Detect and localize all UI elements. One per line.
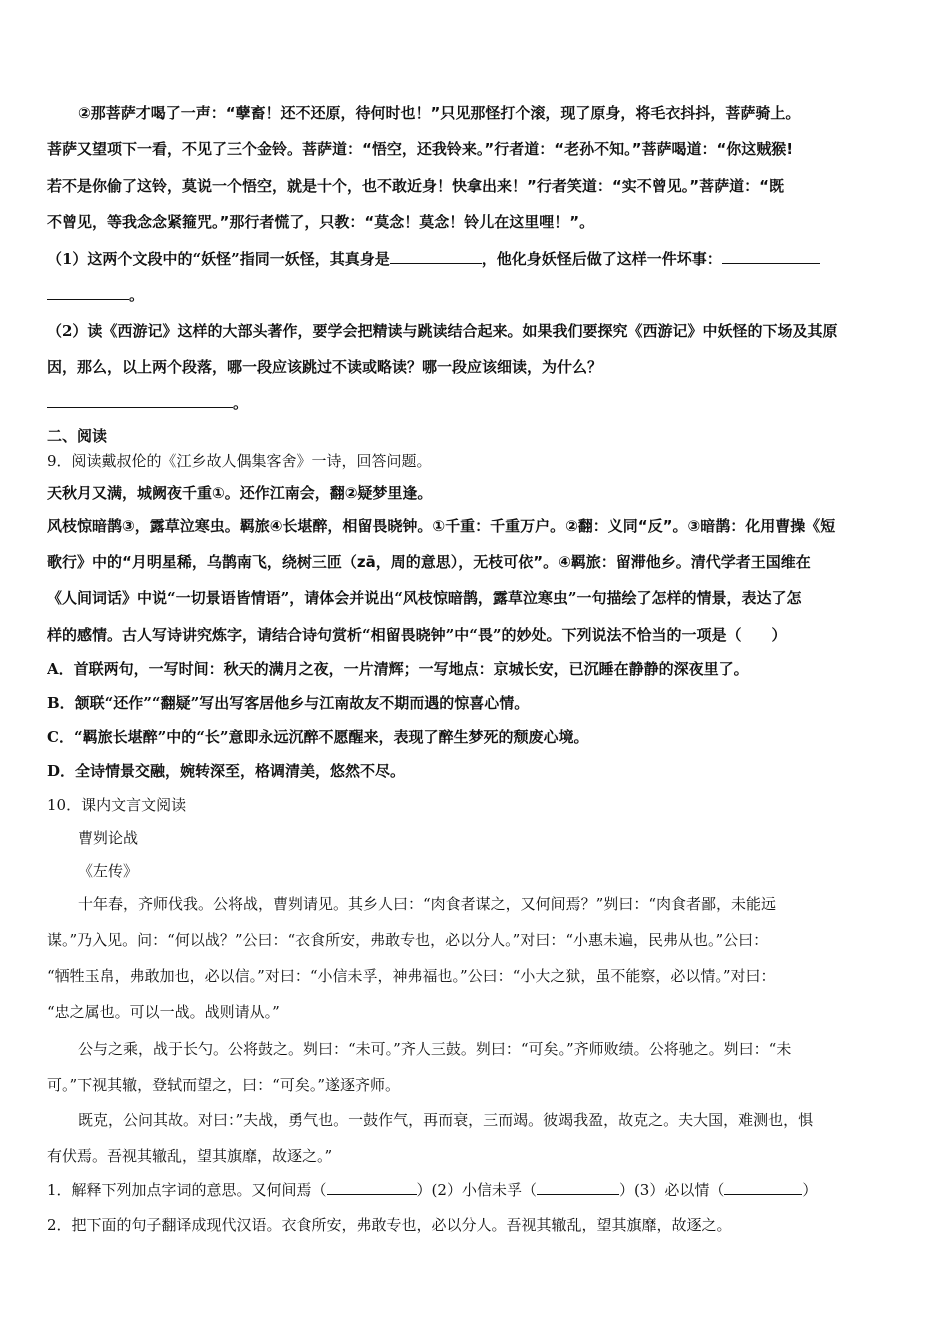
text-paragraph-line: 既克，公问其故。对曰：”夫战，勇气也。一鼓作气，再而衰，三而竭。彼竭我盈，故克之。夫大国，难测也，惧: [78, 1111, 814, 1129]
text-paragraph-line: 谋。”乃入见。问：“何以战？”公曰：“衣食所安，弗敢专也，必以分人。”对曰：“小惠未遍，民弗从也。”公曰：: [47, 931, 769, 949]
question-text: 1．解释下列加点字词的意思。又何间焉（: [47, 1181, 327, 1199]
question-8-1: [47, 248, 909, 270]
text-paragraph-line: “牺牲玉帛，弗敢加也，必以信。”对曰：“小信未孚，神弗福也。”公曰：“小大之狱，虽不能察，必以情。”对曰：: [47, 967, 776, 985]
answer-blank[interactable]: [327, 1180, 417, 1195]
text-paragraph-line: 公与之乘，战于长勺。公将鼓之。刿曰：“未可。”齐人三鼓。刿曰：“可矣。”齐师败绩。公将驰之。刿曰：“未: [78, 1040, 792, 1058]
text-paragraph-line: 有伏焉。吾视其辙乱，望其旗靡，故逐之。”: [47, 1147, 333, 1165]
answer-blank[interactable]: [390, 249, 482, 264]
option-b[interactable]: B．颔联“还作”“翻疑”写出写客居他乡与江南故友不期而遇的惊喜心情。: [47, 694, 530, 712]
answer-blank[interactable]: [722, 249, 820, 264]
question-text: ，他化身妖怪后做了这样一件坏事：: [481, 250, 722, 268]
answer-blank[interactable]: [47, 285, 129, 300]
question-text: （1）这两个文段中的“妖怪”指同一妖怪，其真身是: [47, 250, 390, 268]
text-paragraph-line: “忠之属也。可以一战。战则请从。”: [47, 1003, 280, 1021]
question-text: ）(3）必以情（: [618, 1181, 725, 1199]
text-paragraph-line: 十年春，齐师伐我。公将战，曹刿请见。其乡人曰：“肉食者谋之，又何间焉？”刿曰：“肉食者鄙，未能远: [78, 895, 777, 913]
text-paragraph-line: 可。”下视其辙，登轼而望之，曰：“可矣。”遂逐齐师。: [47, 1076, 401, 1094]
question-text: 。: [233, 394, 249, 412]
question-9-stem: 9．阅读戴叔伦的《江乡故人偶集客舍》一诗，回答问题。: [47, 452, 432, 470]
question-text: 。: [129, 286, 145, 304]
passage-line: ②那菩萨才喝了一声：“孽畜！还不还原，待何时也！”只见那怪打个滚，现了原身，将毛衣抖抖，菩萨骑上。: [78, 104, 801, 122]
question-8-1-continued: [47, 284, 909, 306]
answer-blank[interactable]: [724, 1180, 802, 1195]
question-10-stem: 10．课内文言文阅读: [47, 796, 187, 814]
poem-line: 歌行》中的“月明星稀，乌鹊南飞，绕树三匝（zā，周的意思），无枝可依”。④羁旅：留滞他乡。清代学者王国维在: [47, 553, 811, 571]
question-line: 样的感情。古人写诗讲究炼字，请结合诗句赏析“相留畏晓钟”中“畏”的妙处。下列说法不恰当的一项是（ ）: [47, 626, 787, 644]
option-a[interactable]: A．首联两句，一写时间：秋天的满月之夜，一片清辉；一写地点：京城长安，已沉睡在静静的深夜里了。: [47, 660, 749, 678]
sub-question-1: [47, 1179, 909, 1201]
question-8-2: （2）读《西游记》这样的大部头著作，要学会把精读与跳读结合起来。如果我们要探究《西游记》中妖怪的下场及其原: [47, 322, 838, 340]
text-source: 《左传》: [78, 862, 139, 880]
poem-line: 天秋月又满，城阙夜千重①。还作江南会，翻②疑梦里逢。: [47, 484, 433, 502]
question-8-2-line: 因，那么，以上两个段落，哪一段应该跳过不读或略读？哪一段应该细读，为什么？: [47, 358, 603, 376]
passage-line: 若不是你偷了这铃，莫说一个悟空，就是十个，也不敢近身！快拿出来！”行者笑道：“实不曾见。”菩萨道：“既: [47, 177, 784, 195]
passage-line: 不曾见，等我念念紧箍咒。”那行者慌了，只教：“莫念！莫念！铃儿在这里哩！”。: [47, 213, 595, 231]
question-line: 《人间词话》中说“一切景语皆情语”，请体会并说出“风枝惊暗鹊，露草泣寒虫”一句描绘了怎样的情景，表达了怎: [47, 589, 802, 607]
option-d[interactable]: D．全诗情景交融，婉转深至，格调清美，悠然不尽。: [47, 762, 406, 780]
answer-blank[interactable]: [47, 393, 233, 408]
option-c[interactable]: C．“羁旅长堪醉”中的“长”意即永远沉醉不愿醒来，表现了醉生梦死的颓废心境。: [47, 728, 589, 746]
question-text: ）: [802, 1181, 818, 1199]
sub-question-2: 2．把下面的句子翻译成现代汉语。衣食所安，弗敢专也，必以分人。吾视其辙乱，望其旗靡，故逐之。: [47, 1216, 732, 1234]
answer-blank[interactable]: [537, 1180, 619, 1195]
question-8-2-answer: [47, 392, 909, 414]
question-text: ）(2）小信未孚（: [416, 1181, 537, 1199]
passage-line: 菩萨又望项下一看，不见了三个金铃。菩萨道：“悟空，还我铃来。”行者道：“老孙不知。”菩萨喝道：“你这贼猴!: [47, 140, 794, 158]
poem-line: 风枝惊暗鹊③，露草泣寒虫。羁旅④长堪醉，相留畏晓钟。①千重：千重万户。②翻：义同“反”。③暗鹊：化用曹操《短: [47, 517, 836, 535]
section-heading: 二、阅读: [47, 427, 108, 445]
text-title: 曹刿论战: [78, 829, 139, 847]
